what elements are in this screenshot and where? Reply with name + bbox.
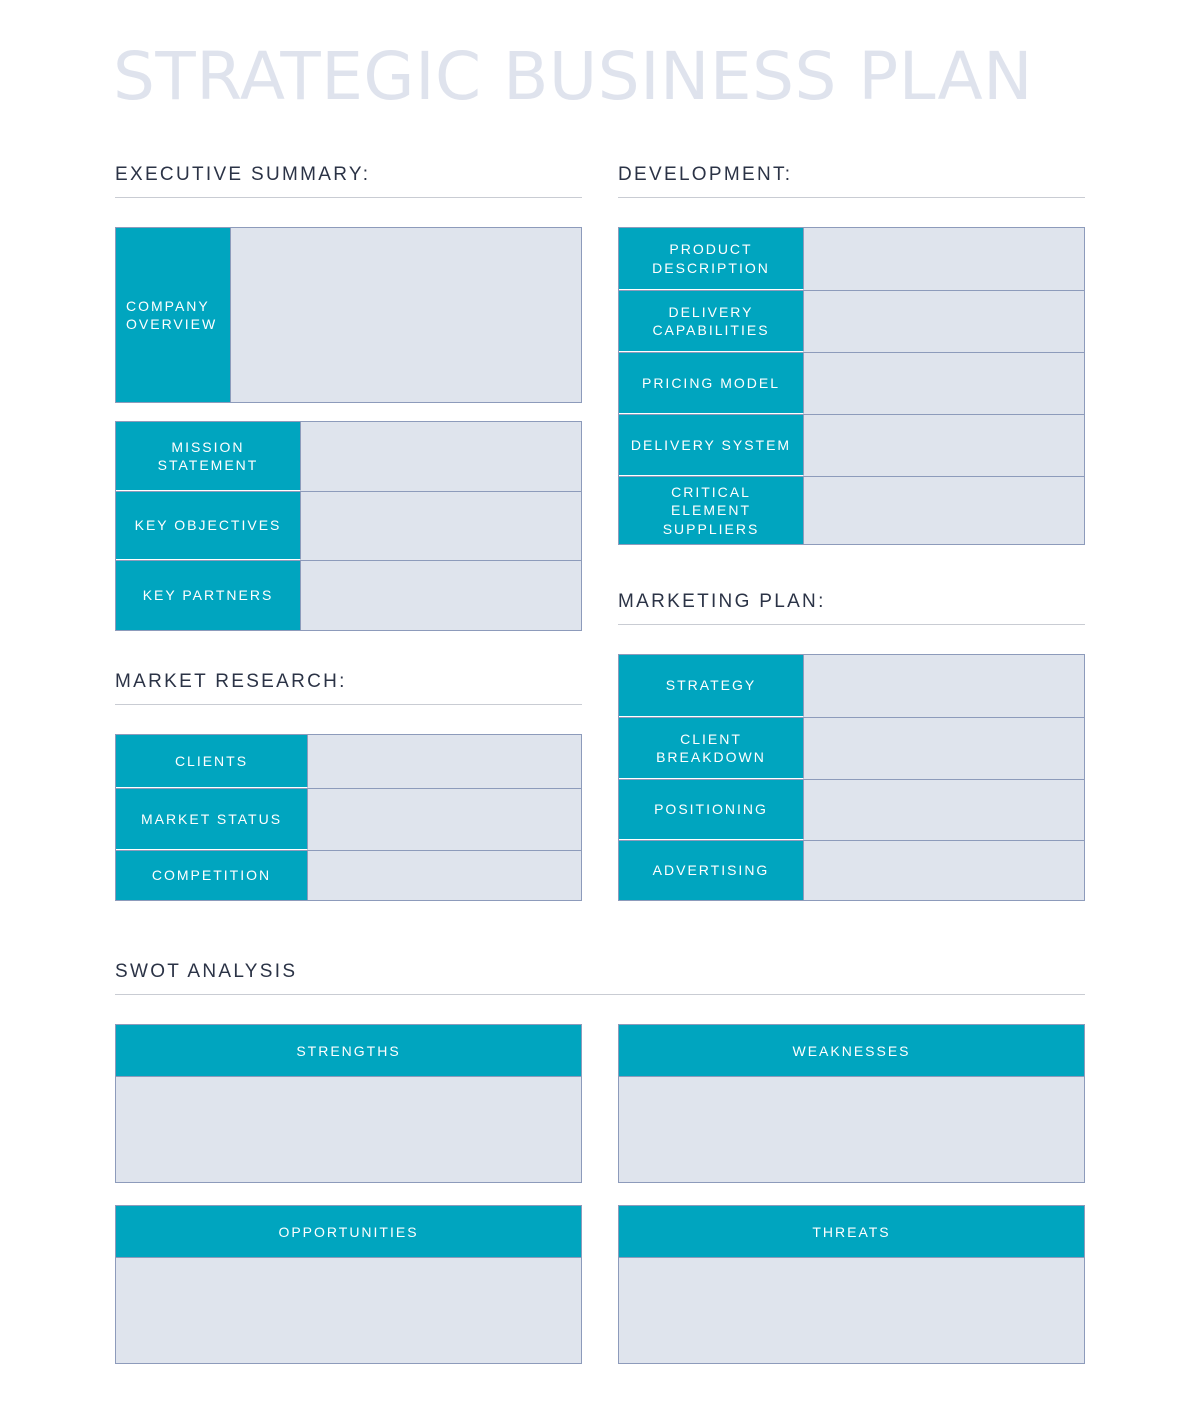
strategy-field[interactable] [804,655,1084,717]
key-objectives-label: KEY OBJECTIVES [116,492,301,560]
mission-statement-label: MISSION STATEMENT [116,422,301,491]
critical-element-suppliers-label: CRITICAL ELEMENT SUPPLIERS [619,477,804,544]
company-overview-table [115,227,582,403]
table-row [619,476,1084,544]
opportunities-box [115,1205,582,1364]
company-overview-label: COMPANY OVERVIEW [116,228,231,402]
development-table [618,227,1085,545]
marketing-plan-rule [618,624,1085,625]
positioning-field[interactable] [804,780,1084,840]
threats-label: THREATS [619,1206,1084,1258]
table-row [619,290,1084,352]
table-row [116,228,581,402]
competition-field[interactable] [308,851,581,900]
key-objectives-field[interactable] [301,492,581,560]
strengths-label: STRENGTHS [116,1025,581,1077]
marketing-plan-table [618,654,1085,901]
advertising-field[interactable] [804,841,1084,900]
table-row [116,422,581,491]
table-row [116,788,581,850]
clients-label: CLIENTS [116,735,308,788]
page-title: STRATEGIC BUSINESS PLAN [113,38,1033,115]
table-row [619,840,1084,900]
pricing-model-label: PRICING MODEL [619,353,804,414]
market-research-rule [115,704,582,705]
table-row [116,560,581,630]
clients-field[interactable] [308,735,581,788]
market-status-field[interactable] [308,789,581,850]
table-row [116,491,581,560]
product-description-label: PRODUCT DESCRIPTION [619,228,804,290]
executive-summary-rule [115,197,582,198]
development-rule [618,197,1085,198]
market-research-table [115,734,582,901]
pricing-model-field[interactable] [804,353,1084,414]
strengths-field[interactable] [116,1077,581,1182]
table-row [116,735,581,788]
critical-element-suppliers-field[interactable] [804,477,1084,544]
strengths-box [115,1024,582,1183]
opportunities-label: OPPORTUNITIES [116,1206,581,1258]
market-status-label: MARKET STATUS [116,789,308,850]
table-row [619,717,1084,779]
swot-rule [115,994,1085,995]
table-row [619,414,1084,476]
delivery-system-label: DELIVERY SYSTEM [619,415,804,476]
strategy-label: STRATEGY [619,655,804,717]
table-row [116,850,581,900]
client-breakdown-label: CLIENT BREAKDOWN [619,718,804,779]
table-row [619,228,1084,290]
table-row [619,779,1084,840]
competition-label: COMPETITION [116,851,308,900]
development-heading: DEVELOPMENT: [618,164,793,185]
table-row [619,655,1084,717]
mission-statement-field[interactable] [301,422,581,491]
weaknesses-label: WEAKNESSES [619,1025,1084,1077]
company-overview-field[interactable] [231,228,581,402]
marketing-plan-heading: MARKETING PLAN: [618,591,826,612]
positioning-label: POSITIONING [619,780,804,840]
key-partners-label: KEY PARTNERS [116,561,301,630]
delivery-capabilities-label: DELIVERY CAPABILITIES [619,291,804,352]
client-breakdown-field[interactable] [804,718,1084,779]
delivery-capabilities-field[interactable] [804,291,1084,352]
opportunities-field[interactable] [116,1258,581,1363]
weaknesses-box [618,1024,1085,1183]
product-description-field[interactable] [804,228,1084,290]
market-research-heading: MARKET RESEARCH: [115,671,347,692]
executive-summary-heading: EXECUTIVE SUMMARY: [115,164,371,185]
threats-field[interactable] [619,1258,1084,1363]
advertising-label: ADVERTISING [619,841,804,900]
weaknesses-field[interactable] [619,1077,1084,1182]
mission-table [115,421,582,631]
table-row [619,352,1084,414]
swot-heading: SWOT ANALYSIS [115,961,298,982]
key-partners-field[interactable] [301,561,581,630]
threats-box [618,1205,1085,1364]
delivery-system-field[interactable] [804,415,1084,476]
